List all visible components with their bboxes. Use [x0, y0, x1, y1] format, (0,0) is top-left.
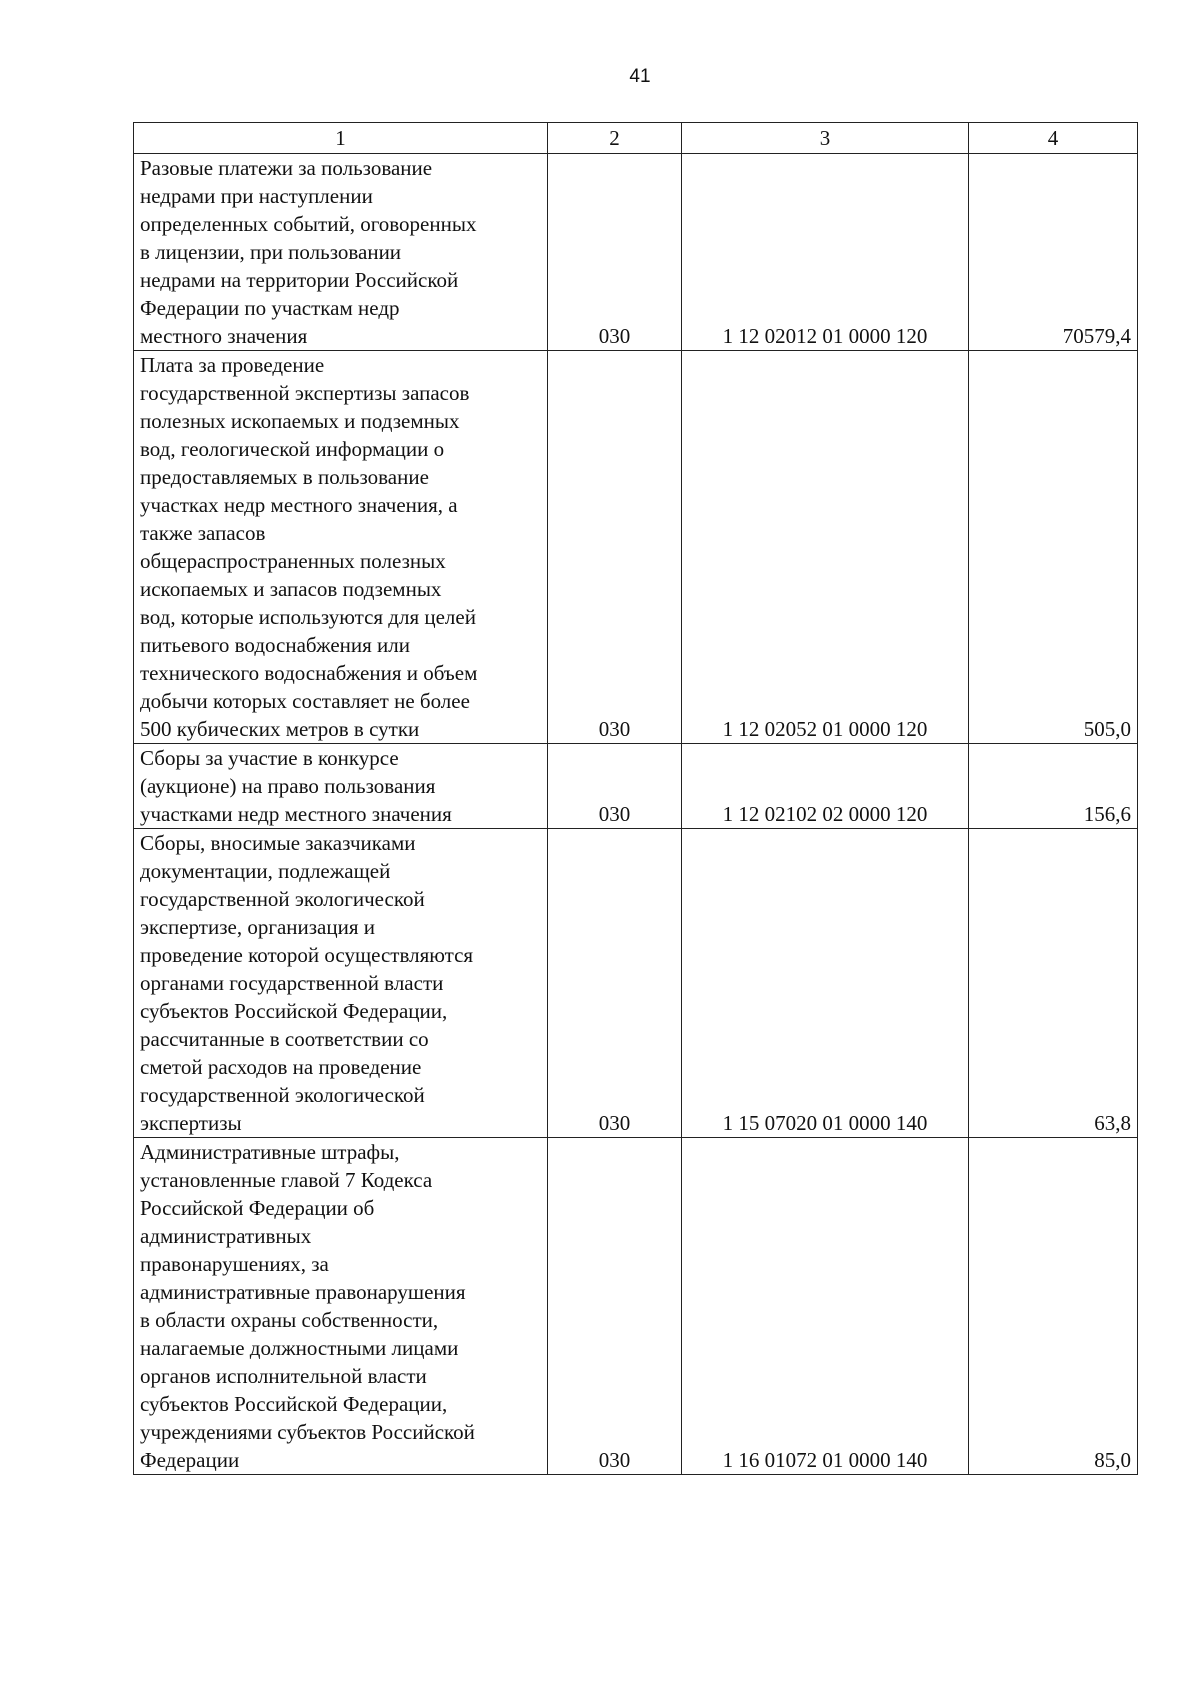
amount-cell: 505,0: [969, 351, 1138, 744]
admin-code-cell: 030: [548, 154, 682, 351]
revenue-name-cell: Плата за проведение государственной экспертизы запасов полезных ископаемых и подземных вод, геологической информации о предоставляемых в пользование участках недр местного значения, а также запасов общераспространенных полезных ископаемых и запасов подземных вод, которые используются для целей питьевого водоснабжения или технического водоснабжения и объем добычи которых составляет не более 500 кубических метров в сутки: [134, 351, 548, 744]
revenue-name-cell: Административные штрафы, установленные главой 7 Кодекса Российской Федерации об административных правонарушениях, за административные правонарушения в области охраны собственности, налагаемые должностными лицами органов исполнительной власти субъектов Российской Федерации, учреждениями субъектов Российской Федерации: [134, 1138, 548, 1475]
table-row: [134, 154, 1138, 351]
kbk-code-cell: 1 12 02052 01 0000 120: [682, 351, 969, 744]
admin-code-cell: 030: [548, 1138, 682, 1475]
table-row: [134, 1138, 1138, 1475]
table-header-row: [134, 123, 1138, 154]
amount-cell: 156,6: [969, 744, 1138, 829]
admin-code-cell: 030: [548, 744, 682, 829]
table-row: [134, 744, 1138, 829]
kbk-code-cell: 1 12 02102 02 0000 120: [682, 744, 969, 829]
table-row: [134, 351, 1138, 744]
revenue-name-cell: Сборы, вносимые заказчиками документации, подлежащей государственной экологической экспертизе, организация и проведение которой осуществляются органами государственной власти субъектов Российской Федерации, рассчитанные в соответствии со сметой расходов на проведение государственной экологической экспертизы: [134, 829, 548, 1138]
amount-cell: 70579,4: [969, 154, 1138, 351]
kbk-code-cell: 1 12 02012 01 0000 120: [682, 154, 969, 351]
budget-revenue-table: [133, 122, 1138, 1475]
amount-cell: 85,0: [969, 1138, 1138, 1475]
amount-cell: 63,8: [969, 829, 1138, 1138]
column-header-2: 2: [548, 123, 682, 154]
revenue-name-cell: Сборы за участие в конкурсе (аукционе) на право пользования участками недр местного значения: [134, 744, 548, 829]
revenue-name-cell: Разовые платежи за пользование недрами при наступлении определенных событий, оговоренных в лицензии, при пользовании недрами на территории Российской Федерации по участкам недр местного значения: [134, 154, 548, 351]
column-header-3: 3: [682, 123, 969, 154]
kbk-code-cell: 1 15 07020 01 0000 140: [682, 829, 969, 1138]
column-header-4: 4: [969, 123, 1138, 154]
column-header-1: 1: [134, 123, 548, 154]
table-row: [134, 829, 1138, 1138]
page-number: 41: [629, 66, 651, 87]
admin-code-cell: 030: [548, 829, 682, 1138]
kbk-code-cell: 1 16 01072 01 0000 140: [682, 1138, 969, 1475]
admin-code-cell: 030: [548, 351, 682, 744]
